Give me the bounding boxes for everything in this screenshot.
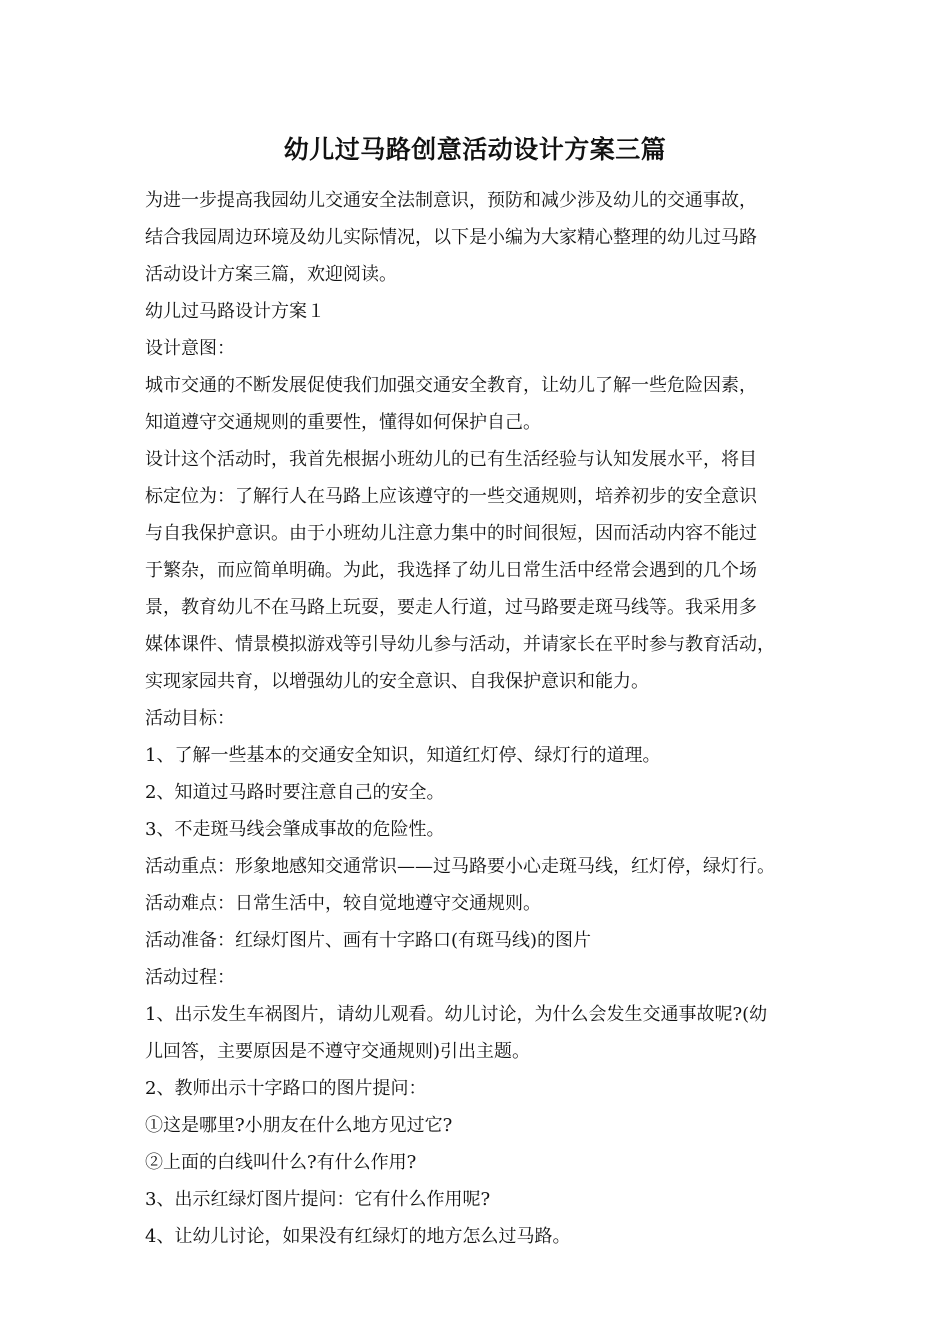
list-item: 4、让幼儿讨论，如果没有红绿灯的地方怎么过马路。 — [145, 1226, 571, 1247]
text-line: 活动过程： — [145, 967, 235, 988]
text-line: 知道遵守交通规则的重要性，懂得如何保护自己。 — [145, 412, 541, 433]
text-line: 实现家园共育，以增强幼儿的安全意识、自我保护意识和能力。 — [145, 671, 649, 692]
list-item: 3、不走斑马线会肇成事故的危险性。 — [145, 819, 445, 840]
document-title: 幼儿过马路创意活动设计方案三篇 — [283, 135, 667, 164]
text-line: 与自我保护意识。由于小班幼儿注意力集中的时间很短，因而活动内容不能过 — [145, 523, 757, 544]
text-line: 设计这个活动时，我首先根据小班幼儿的已有生活经验与认知发展水平，将目 — [145, 449, 757, 470]
text-line: 标定位为：了解行人在马路上应该遵守的一些交通规则，培养初步的安全意识 — [145, 486, 757, 507]
text-line: 活动设计方案三篇，欢迎阅读。 — [145, 264, 397, 285]
text-line: 媒体课件、情景模拟游戏等引导幼儿参与活动，并请家长在平时参与教育活动， — [145, 634, 775, 655]
list-item: ①这是哪里?小朋友在什么地方见过它? — [145, 1115, 453, 1136]
document-body — [145, 182, 825, 1255]
text-line: 为进一步提高我园幼儿交通安全法制意识，预防和减少涉及幼儿的交通事故， — [145, 190, 757, 211]
text-line: 城市交通的不断发展促使我们加强交通安全教育，让幼儿了解一些危险因素， — [145, 375, 757, 396]
list-item: 1、了解一些基本的交通安全知识，知道红灯停、绿灯行的道理。 — [145, 745, 661, 766]
text-line: 儿回答，主要原因是不遵守交通规则)引出主题。 — [145, 1041, 531, 1062]
text-line: 设计意图： — [145, 338, 235, 359]
list-item: ②上面的白线叫什么?有什么作用? — [145, 1152, 417, 1173]
text-line: 活动准备：红绿灯图片、画有十字路口(有斑马线)的图片 — [145, 930, 592, 951]
text-line: 景，教育幼儿不在马路上玩耍，要走人行道，过马路要走斑马线等。我采用多 — [145, 597, 757, 618]
list-item: 2、知道过马路时要注意自己的安全。 — [145, 782, 445, 803]
list-item: 2、教师出示十字路口的图片提问： — [145, 1078, 427, 1099]
text-line: 结合我园周边环境及幼儿实际情况，以下是小编为大家精心整理的幼儿过马路 — [145, 227, 757, 248]
list-item: 1、出示发生车祸图片，请幼儿观看。幼儿讨论，为什么会发生交通事故呢?(幼 — [145, 1004, 768, 1025]
text-line: 于繁杂，而应简单明确。为此，我选择了幼儿日常生活中经常会遇到的几个场 — [145, 560, 757, 581]
section-heading: 幼儿过马路设计方案１ — [145, 301, 325, 322]
list-item: 3、出示红绿灯图片提问：它有什么作用呢? — [145, 1189, 491, 1210]
text-line: 活动目标： — [145, 708, 235, 729]
text-line: 活动重点：形象地感知交通常识——过马路要小心走斑马线，红灯停，绿灯行。 — [145, 856, 775, 877]
text-line: 活动难点：日常生活中，较自觉地遵守交通规则。 — [145, 893, 541, 914]
